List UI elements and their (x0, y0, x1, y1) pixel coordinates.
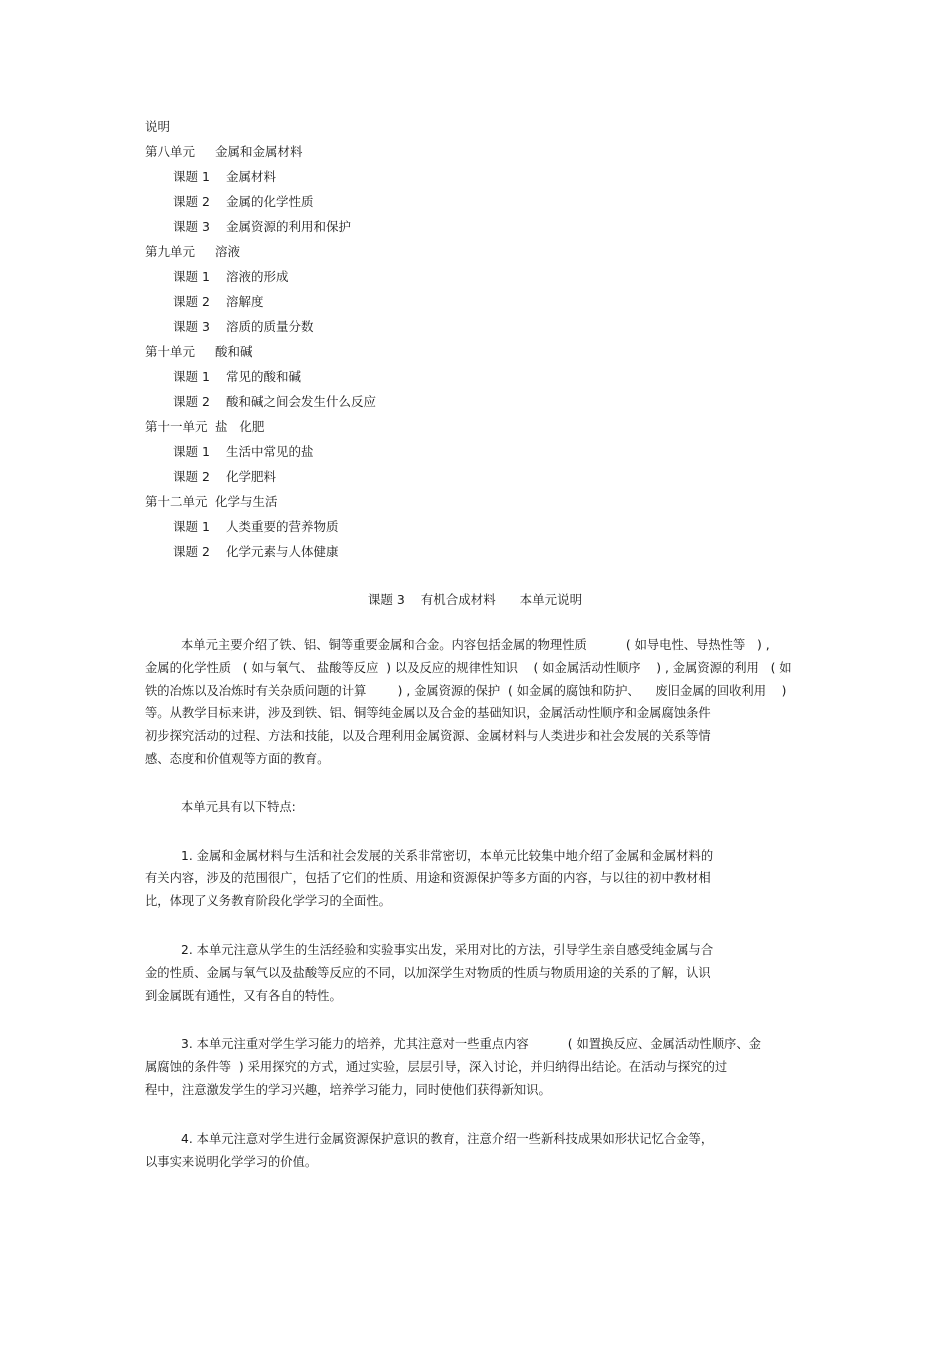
lesson-title: 人类重要的营养物质 (226, 519, 339, 534)
lesson-title: 金属的化学性质 (226, 194, 314, 209)
lesson-title: 溶液的形成 (226, 269, 289, 284)
unit-title: 盐 化肥 (215, 419, 265, 434)
lesson-number: 课题 1 (173, 519, 210, 534)
lesson-title: 金属资源的利用和保护 (226, 219, 352, 234)
lesson-title: 酸和碱之间会发生什么反应 (226, 394, 377, 409)
text-line: 3. 本单元注重对学生学习能力的培养，尤其注意对一些重点内容 ( 如置换反应、金属活动性顺序、金 (181, 1037, 761, 1052)
lesson-number: 课题 2 (173, 394, 210, 409)
text-line: 感、态度和价值观等方面的教育。 (145, 751, 330, 766)
unit-number: 第十二单元 (145, 494, 208, 509)
text-line: 初步探究活动的过程、方法和技能，以及合理利用金属资源、金属材料与人类进步和社会发展的关系等情 (145, 729, 711, 744)
toc-lesson (145, 467, 705, 492)
toc-lesson (145, 217, 705, 242)
lesson-number: 课题 2 (173, 294, 210, 309)
lesson-number: 课题 3 (173, 319, 210, 334)
lesson-title: 生活中常见的盐 (226, 444, 314, 459)
unit-number: 第十一单元 (145, 419, 208, 434)
paragraph-gap (145, 913, 810, 939)
text-line: 比，体现了义务教育阶段化学学习的全面性。 (145, 894, 391, 909)
lesson-number: 课题 1 (173, 369, 210, 384)
toc-lesson (145, 517, 705, 542)
text-line: 属腐蚀的条件等 ) 采用探究的方式，通过实验，层层引导，深入讨论，并归纳得出结论。在活动与探究的过 (145, 1060, 728, 1075)
text-line: 本单元具有以下特点: (181, 799, 296, 814)
text-line: 1. 金属和金属材料与生活和社会发展的关系非常密切，本单元比较集中地介绍了金属和金属材料的 (181, 848, 714, 863)
toc-unit (145, 242, 705, 267)
unit-title: 金属和金属材料 (215, 144, 303, 159)
lesson-number: 课题 1 (173, 269, 210, 284)
lesson-title: 溶解度 (226, 294, 264, 309)
text-line: 有关内容，涉及的范围很广，包括了它们的性质、用途和资源保护等多方面的内容，与以往的初中教材相 (145, 871, 711, 886)
features-heading (145, 796, 810, 819)
lesson-number: 课题 1 (173, 169, 210, 184)
toc-lesson (145, 367, 705, 392)
paragraph-gap (145, 1007, 810, 1033)
toc-unit (145, 492, 705, 517)
text-line: 程中，注意激发学生的学习兴趣，培养学习能力，同时使他们获得新知识。 (145, 1082, 551, 1097)
text-line: 铁的冶炼以及冶炼时有关杂质问题的计算 ) , 金属资源的保护 ( 如金属的腐蚀和防护、 废旧金属的回收利用 ) (145, 683, 787, 698)
text-line: 金的性质、金属与氧气以及盐酸等反应的不同，以加深学生对物质的性质与物质用途的关系的了解，认识 (145, 965, 711, 980)
feature-paragraph-3 (145, 1033, 810, 1101)
toc-unit (145, 142, 705, 167)
toc-unit (145, 342, 705, 367)
text-line: 以事实来说明化学学习的价值。 (145, 1154, 318, 1169)
lesson-title: 化学肥料 (226, 469, 277, 484)
toc-lesson (145, 392, 705, 417)
unit-number: 第九单元 (145, 244, 196, 259)
lesson-title: 化学元素与人体健康 (226, 544, 339, 559)
lesson-title: 常见的酸和碱 (226, 369, 302, 384)
unit-number: 第八单元 (145, 144, 196, 159)
lesson-number: 课题 3 (173, 219, 210, 234)
unit-title: 溶液 (215, 244, 241, 259)
text-line: 2. 本单元注意从学生的生活经验和实验事实出发，采用对比的方法，引导学生亲自感受纯金属与合 (181, 942, 714, 957)
paragraph-gap (145, 819, 810, 845)
toc-heading: 说明 (145, 119, 171, 134)
toc-lesson (145, 442, 705, 467)
table-of-contents (145, 117, 705, 567)
lesson-number: 课题 2 (173, 469, 210, 484)
lesson-title: 金属材料 (226, 169, 277, 184)
unit-title: 化学与生活 (215, 494, 278, 509)
intro-paragraph (145, 634, 810, 771)
lesson-number: 课题 2 (173, 194, 210, 209)
feature-paragraph-1 (145, 845, 810, 913)
text-line: 到金属既有通性，又有各自的特性。 (145, 988, 342, 1003)
lesson-number: 课题 2 (173, 544, 210, 559)
text-line: 金属的化学性质 ( 如与氧气、 盐酸等反应 ) 以及反应的规律性知识 ( 如金属活动性顺序 ) , 金属资源的利用 ( 如 (145, 660, 792, 675)
lesson-title: 溶质的质量分数 (226, 319, 314, 334)
unit-description (145, 634, 810, 1173)
toc-lesson (145, 292, 705, 317)
paragraph-gap (145, 771, 810, 796)
toc-lesson (145, 192, 705, 217)
lesson-number: 课题 1 (173, 444, 210, 459)
text-line: 本单元主要介绍了铁、铝、铜等重要金属和合金。内容包括金属的物理性质 ( 如导电性、导热性等 ) , (181, 638, 770, 652)
section-title: 课题 3 有机合成材料 本单元说明 (367, 592, 583, 607)
paragraph-gap (145, 1102, 810, 1128)
text-line: 等。从教学目标来讲，涉及到铁、铝、铜等纯金属以及合金的基础知识，金属活动性顺序和金属腐蚀条件 (145, 706, 711, 721)
feature-paragraph-2 (145, 939, 810, 1007)
unit-title: 酸和碱 (215, 344, 253, 359)
toc-lesson (145, 542, 705, 567)
toc-lesson (145, 167, 705, 192)
toc-lesson (145, 317, 705, 342)
unit-number: 第十单元 (145, 344, 196, 359)
toc-unit (145, 417, 705, 442)
toc-lesson (145, 267, 705, 292)
text-line: 4. 本单元注意对学生进行金属资源保护意识的教育，注意介绍一些新科技成果如形状记忆合金等， (181, 1131, 714, 1146)
feature-paragraph-4 (145, 1128, 810, 1174)
